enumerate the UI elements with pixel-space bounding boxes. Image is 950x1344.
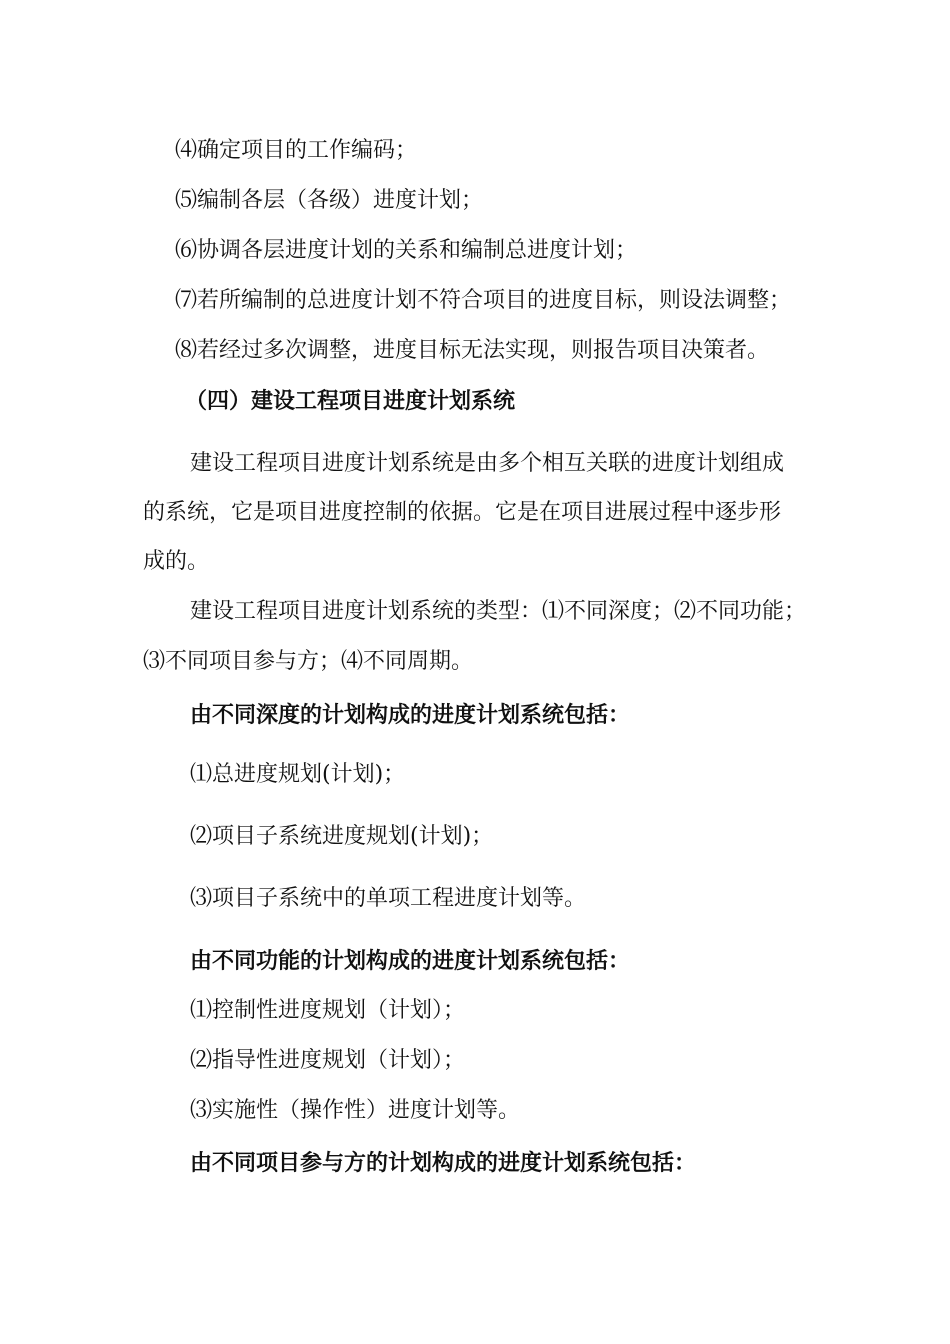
- step-item: ⑹协调各层进度计划的关系和编制总进度计划；: [175, 238, 638, 263]
- list-item: ⑶实施性（操作性）进度计划等。: [190, 1098, 521, 1123]
- step-item: ⑺若所编制的总进度计划不符合项目的进度目标，则设法调整；: [175, 288, 792, 313]
- paragraph-line: 建设工程项目进度计划系统是由多个相互关联的进度计划组成: [190, 451, 785, 476]
- step-item: ⑸编制各层（各级）进度计划；: [175, 188, 484, 213]
- subheading-depth: 由不同深度的计划构成的进度计划系统包括：: [190, 702, 631, 728]
- paragraph-line: 成的。: [143, 549, 210, 574]
- list-item: ⑵项目子系统进度规划(计划)；: [190, 824, 494, 849]
- list-item: ⑶项目子系统中的单项工程进度计划等。: [190, 886, 587, 911]
- paragraph-line: ⑶不同项目参与方；⑷不同周期。: [143, 649, 474, 674]
- paragraph-line: 的系统，它是项目进度控制的依据。它是在项目进展过程中逐步形: [143, 500, 782, 525]
- section-heading: （四）建设工程项目进度计划系统: [185, 388, 516, 414]
- subheading-participant: 由不同项目参与方的计划构成的进度计划系统包括：: [190, 1150, 697, 1176]
- list-item: ⑴总进度规划(计划)；: [190, 762, 406, 787]
- list-item: ⑵指导性进度规划（计划）；: [190, 1048, 466, 1073]
- paragraph-line: 建设工程项目进度计划系统的类型：⑴不同深度；⑵不同功能；: [190, 599, 807, 624]
- step-item: ⑷确定项目的工作编码；: [175, 138, 418, 163]
- step-item: ⑻若经过多次调整，进度目标无法实现，则报告项目决策者。: [175, 338, 770, 363]
- list-item: ⑴控制性进度规划（计划）；: [190, 998, 466, 1023]
- subheading-function: 由不同功能的计划构成的进度计划系统包括：: [190, 948, 631, 974]
